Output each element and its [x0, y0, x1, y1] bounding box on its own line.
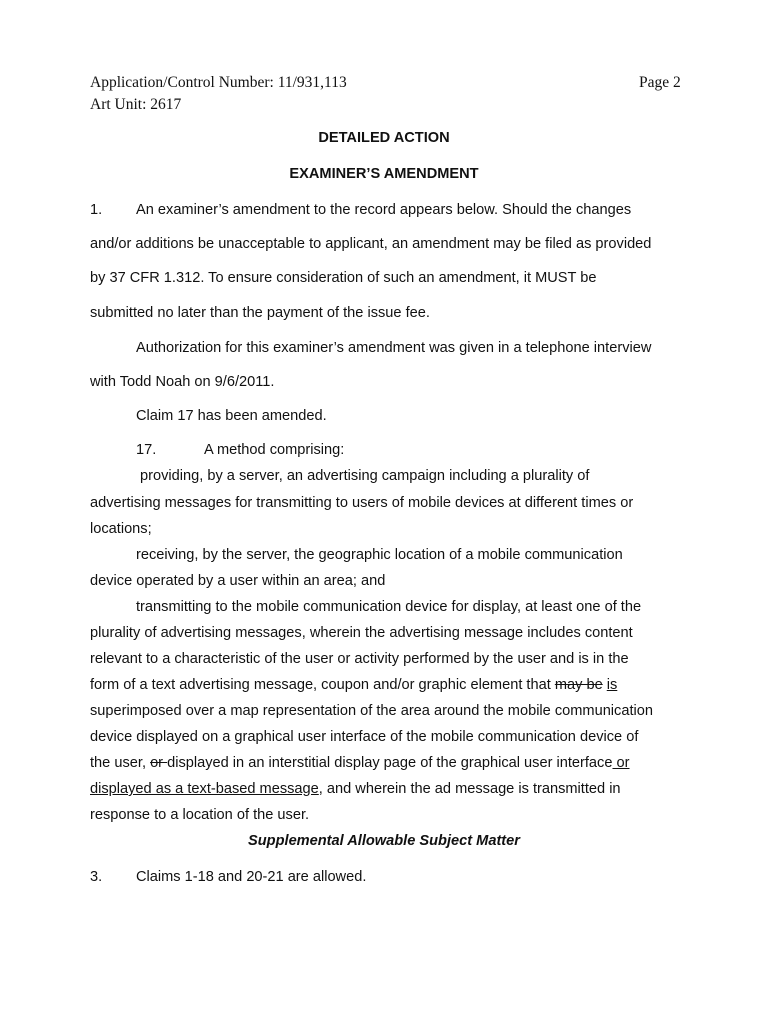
- claim-line: [90, 781, 621, 797]
- inserted-text: displayed as a text-based message: [90, 781, 319, 797]
- claim-line: transmitting to the mobile communication device for display, at least one of the: [136, 599, 642, 615]
- claim-line: [90, 677, 617, 693]
- claim-line: receiving, by the server, the geographic location of a mobile communication: [136, 547, 623, 563]
- claim-line: response to a location of the user.: [90, 807, 310, 823]
- deleted-text: or: [150, 755, 168, 771]
- para1-line: An examiner’s amendment to the record appears below. Should the changes: [136, 202, 632, 218]
- para3-number: 3.: [90, 869, 103, 885]
- claim-line: advertising messages for transmitting to users of mobile devices at different times or: [90, 495, 634, 511]
- para3-text: Claims 1-18 and 20-21 are allowed.: [136, 869, 367, 885]
- para1-line: submitted no later than the payment of the issue fee.: [90, 305, 430, 321]
- inserted-text: or: [612, 755, 630, 771]
- inserted-text: is: [606, 677, 618, 693]
- inserted-text: ,: [141, 755, 146, 771]
- heading-detailed-action: DETAILED ACTION: [318, 130, 450, 146]
- claim-line: device operated by a user within an area; and: [90, 573, 386, 589]
- claim-line: [90, 755, 630, 771]
- authorization-line: Authorization for this examiner’s amendment was given in a telephone interview: [136, 340, 652, 356]
- claim-text: the user: [90, 755, 142, 771]
- claim-line: superimposed over a map representation of the area around the mobile communication: [90, 703, 653, 719]
- para1-line: and/or additions be unacceptable to applicant, an amendment may be filed as provided: [90, 236, 652, 252]
- para1-line: by 37 CFR 1.312. To ensure consideration of such an amendment, it MUST be: [90, 270, 597, 286]
- application-number: Application/Control Number: 11/931,113: [90, 74, 347, 91]
- claim-line: plurality of advertising messages, wherein the advertising message includes content: [90, 625, 633, 641]
- claim-text: displayed in an interstitial display page of the graphical user interface: [167, 755, 613, 771]
- claim-text: , and wherein the ad message is transmitted in: [318, 781, 621, 797]
- claim-amended-note: Claim 17 has been amended.: [136, 408, 327, 424]
- para1-number: 1.: [90, 202, 103, 218]
- claim-preamble: A method comprising:: [204, 442, 345, 458]
- art-unit: Art Unit: 2617: [90, 96, 182, 113]
- page-number: Page 2: [639, 74, 681, 91]
- claim-text: form of a text advertising message, coupon and/or graphic element that: [90, 677, 555, 693]
- authorization-line: with Todd Noah on 9/6/2011.: [90, 374, 275, 390]
- claim-number: 17.: [136, 442, 157, 458]
- claim-line: providing, by a server, an advertising campaign including a plurality of: [140, 468, 590, 484]
- heading-examiners-amendment: EXAMINER’S AMENDMENT: [289, 166, 479, 182]
- claim-line: locations;: [90, 521, 152, 537]
- deleted-text: may be: [554, 677, 603, 693]
- claim-line: relevant to a characteristic of the user or activity performed by the user and is in the: [90, 651, 629, 667]
- heading-supplemental: Supplemental Allowable Subject Matter: [248, 833, 520, 849]
- claim-line: device displayed on a graphical user interface of the mobile communication device of: [90, 729, 639, 745]
